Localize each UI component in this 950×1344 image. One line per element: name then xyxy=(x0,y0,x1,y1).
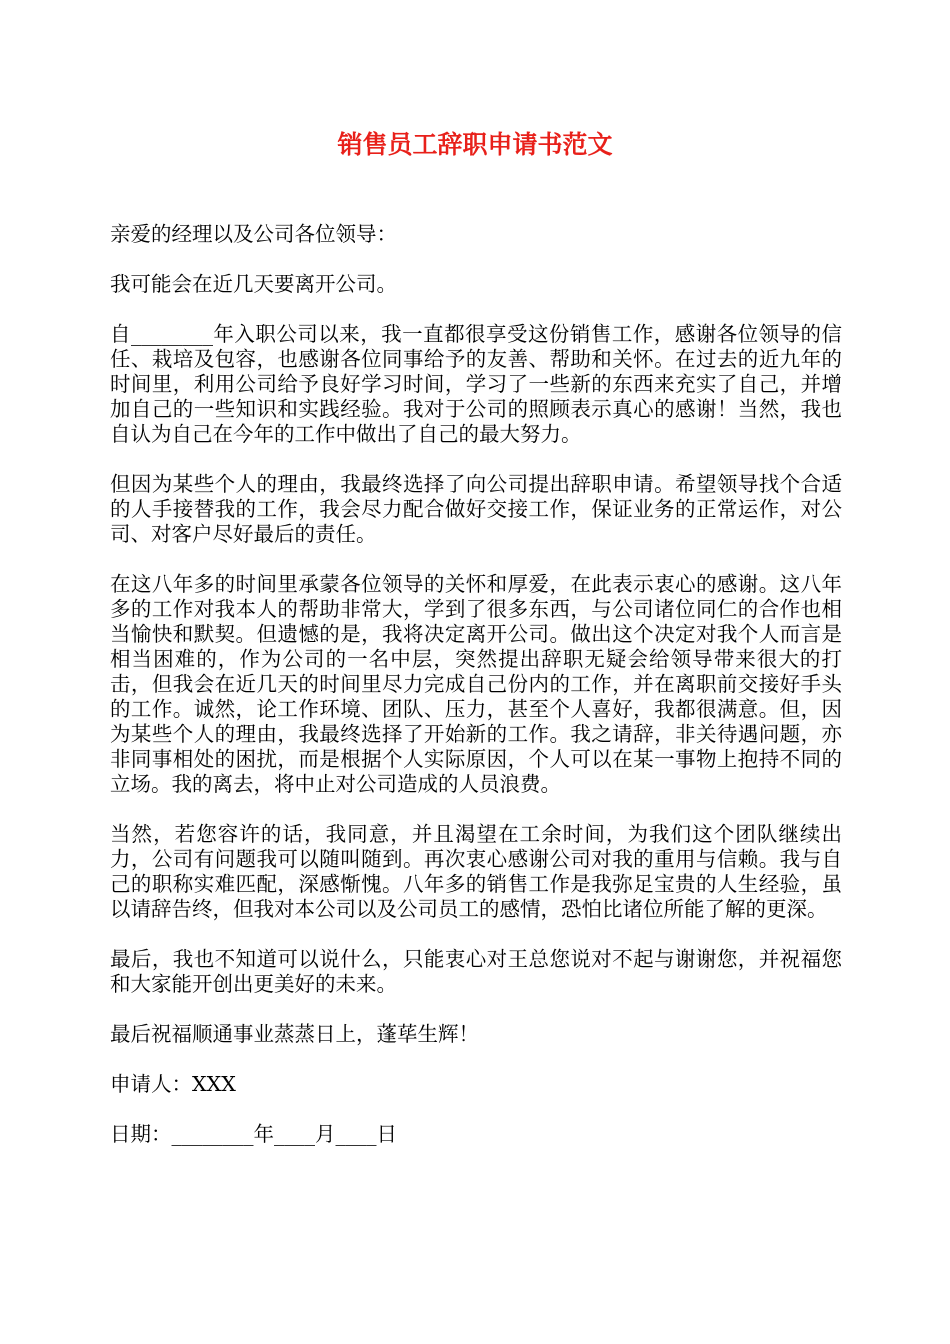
letter-body xyxy=(110,222,842,1172)
paragraph-5: 当然，若您容许的话，我同意，并且渴望在工余时间，为我们这个团队继续出力，公司有问题我可以随叫随到。再次衷心感谢公司对我的重用与信赖。我与自己的职称实难匹配，深感惭愧。八年多的销售工作是我弥足宝贵的人生经验，虽以请辞告终，但我对本公司以及公司员工的感情，恐怕比诸位所能了解的更深。 xyxy=(110,822,842,921)
paragraph-6: 最后，我也不知道可以说什么，只能衷心对王总您说对不起与谢谢您，并祝福您和大家能开创出更美好的未来。 xyxy=(110,947,842,996)
salutation: 亲爱的经理以及公司各位领导： xyxy=(110,222,397,246)
paragraph-2: 自________年入职公司以来，我一直都很享受这份销售工作，感谢各位领导的信任、栽培及包容，也感谢各位同事给予的友善、帮助和关怀。在过去的近九年的时间里，利用公司给予良好学习时间，学习了一些新的东西来充实了自己，并增加自己的一些知识和实践经验。我对于公司的照顾表示真心的感谢！当然，我也自认为自己在今年的工作中做出了自己的最大努力。 xyxy=(110,322,842,446)
applicant-line: 申请人：XXX xyxy=(110,1072,236,1096)
paragraph-3: 但因为某些个人的理由，我最终选择了向公司提出辞职申请。希望领导找个合适的人手接替我的工作，我会尽力配合做好交接工作，保证业务的正常运作，对公司、对客户尽好最后的责任。 xyxy=(110,472,842,546)
closing-wish: 最后祝福顺通事业蒸蒸日上，蓬荜生辉！ xyxy=(110,1022,479,1046)
date-line: 日期：________年____月____日 xyxy=(110,1122,397,1146)
paragraph-1: 我可能会在近几天要离开公司。 xyxy=(110,272,397,296)
paragraph-4: 在这八年多的时间里承蒙各位领导的关怀和厚爱，在此表示衷心的感谢。这八年多的工作对我本人的帮助非常大，学到了很多东西，与公司诸位同仁的合作也相当愉快和默契。但遗憾的是，我将决定离开公司。做出这个决定对我个人而言是相当困难的，作为公司的一名中层，突然提出辞职无疑会给领导带来很大的打击，但我会在近几天的时间里尽力完成自己份内的工作，并在离职前交接好手头的工作。诚然，论工作环境、团队、压力，甚至个人喜好，我都很满意。但，因为某些个人的理由，我最终选择了开始新的工作。我之请辞，非关待遇问题，亦非同事相处的困扰，而是根据个人实际原因，个人可以在某一事物上抱持不同的立场。我的离去，将中止对公司造成的人员浪费。 xyxy=(110,572,842,796)
page-title: 销售员工辞职申请书范文 xyxy=(337,130,613,159)
